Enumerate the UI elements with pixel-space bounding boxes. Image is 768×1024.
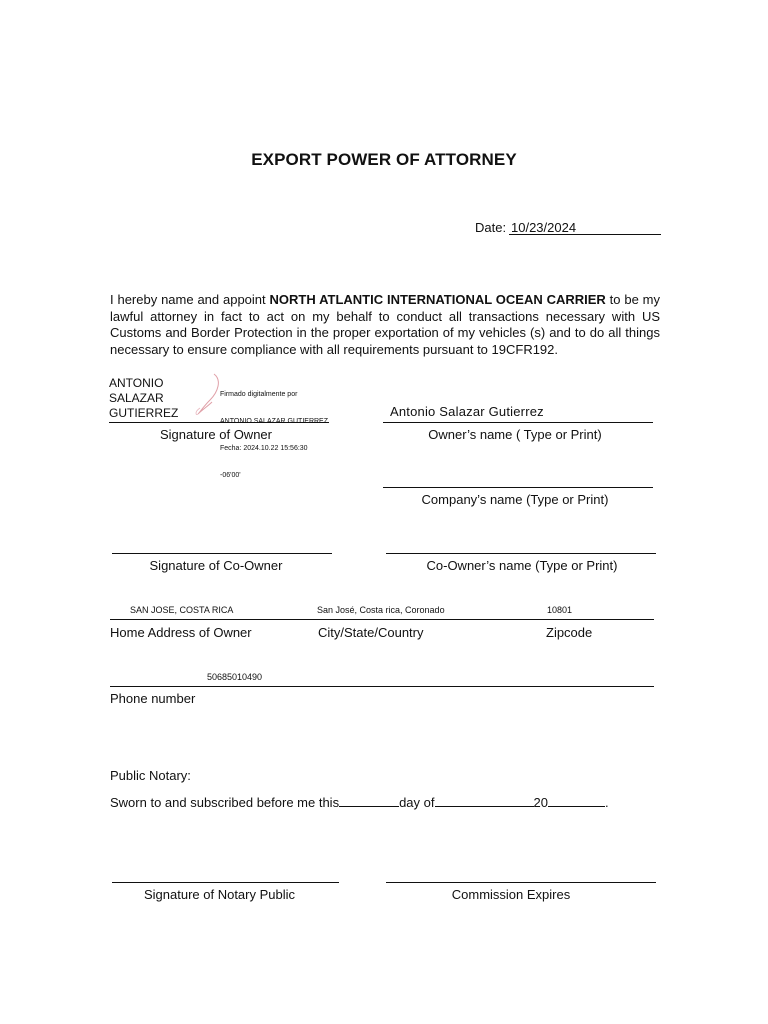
paragraph-body: to be my lawful attorney in fact to act on my behalf to conduct all transactions necessary with US Customs and Border Protection in the proper exportation of my vehicles (s) and to do all things necessary to ensure compliance with all requirements pursuant to 19CFR192.	[110, 292, 661, 357]
signature-meta-line2: ANTONIO SALAZAR GUTIERREZ	[220, 418, 328, 425]
home-address-value[interactable]: SAN JOSE, COSTA RICA	[130, 605, 234, 615]
sworn-year-blank[interactable]	[548, 794, 605, 807]
signature-meta-line3: Fecha: 2024.10.22 15:56:30	[220, 445, 308, 452]
phone-line	[110, 686, 654, 687]
appointment-paragraph	[110, 292, 660, 358]
owner-signature-line	[109, 422, 329, 423]
date-label: Date:	[475, 220, 507, 235]
signer-line1: ANTONIO SALAZAR	[109, 376, 164, 405]
signature-meta-line4: -06'00'	[220, 472, 241, 479]
signer-line2: GUTIERREZ	[109, 406, 179, 420]
sworn-text-c: 20	[533, 795, 548, 810]
sworn-day-blank[interactable]	[339, 794, 399, 807]
city-state-country-value[interactable]: San José, Costa rica, Coronado	[317, 605, 445, 615]
public-notary-label: Public Notary:	[110, 768, 191, 783]
document-title: EXPORT POWER OF ATTORNEY	[251, 150, 517, 169]
notary-signature-line	[112, 882, 339, 883]
signature-coowner-label: Signature of Co-Owner	[149, 558, 283, 573]
owner-name-label: Owner’s name ( Type or Print)	[428, 427, 602, 442]
company-name-label: Company’s name (Type or Print)	[421, 492, 609, 507]
zipcode-value[interactable]: 10801	[547, 605, 573, 615]
date-value[interactable]: 10/23/2024	[511, 220, 577, 235]
coowner-signature-line	[112, 553, 332, 554]
address-line	[110, 619, 654, 620]
signature-notary-label: Signature of Notary Public	[143, 887, 296, 902]
sworn-text-a: Sworn to and subscribed before me this	[110, 795, 340, 810]
zipcode-label: Zipcode	[546, 625, 593, 640]
signature-owner-label: Signature of Owner	[159, 427, 272, 442]
sworn-month-blank[interactable]	[435, 794, 534, 807]
commission-expires-line	[386, 882, 656, 883]
sworn-text-b: day of	[399, 795, 435, 810]
carrier-name: NORTH ATLANTIC INTERNATIONAL OCEAN CARRIER	[269, 292, 606, 307]
city-state-country-label: City/State/Country	[318, 625, 424, 640]
commission-expires-label: Commission Expires	[451, 887, 571, 902]
sworn-text-d: .	[604, 795, 609, 810]
owner-name-value[interactable]: Antonio Salazar Gutierrez	[390, 404, 544, 419]
owner-name-line	[383, 422, 653, 423]
paragraph-intro: I hereby name and appoint	[110, 292, 270, 307]
home-address-label: Home Address of Owner	[110, 625, 252, 640]
signature-meta-line1: Firmado digitalmente por	[220, 391, 298, 398]
sworn-statement	[110, 794, 609, 810]
company-name-line	[383, 487, 653, 488]
coowner-name-line	[386, 553, 656, 554]
phone-value[interactable]: 50685010490	[207, 672, 263, 682]
phone-label: Phone number	[110, 691, 196, 706]
coowner-name-label: Co-Owner’s name (Type or Print)	[426, 558, 618, 573]
